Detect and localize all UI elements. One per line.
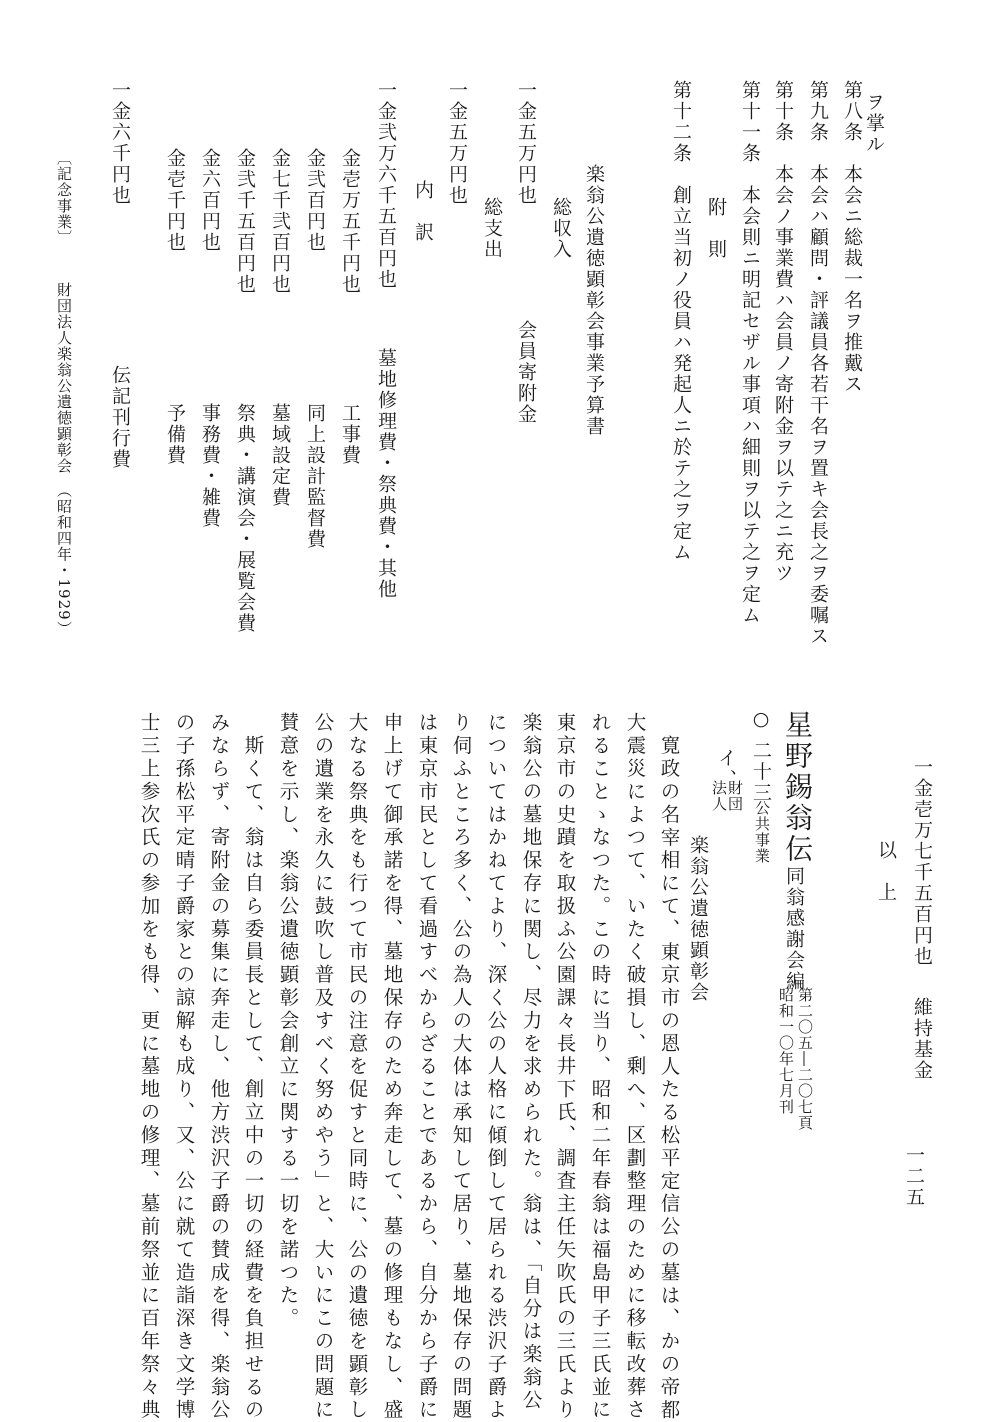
expense-amount: 一金五万円也 — [446, 80, 468, 206]
article-12: 第十二条 創立当初ノ役員ハ発起人ニ於テ之ヲ定ム — [670, 80, 692, 563]
prose-line: れることゝなつた。この時に当り、昭和二年春翁は福島甲子三氏並に — [588, 712, 612, 1422]
sub-item-marker: イ、 — [715, 748, 737, 790]
prose-line: り伺ふところ多く、公の為人の大体は承知して居り、墓地保存の問題 — [449, 712, 473, 1422]
budget-item-label: 墓地修理費・祭典費・其他 — [375, 348, 397, 600]
budget-item-amount: 一金六千円也 — [109, 80, 131, 206]
budget-item-amount: 一金弐万六千五百円也 — [375, 80, 397, 290]
prose-line: 公の遺業を永久に鼓吹し普及すべく努めやう」と、大いにこの問題に — [311, 712, 335, 1422]
foundation-tag-1: 財団 — [726, 780, 744, 812]
page-number: 一二五 — [903, 1145, 925, 1208]
text-column-wogakuru: ヲ掌ル — [863, 92, 885, 155]
budget-item-label: 工事費 — [339, 403, 361, 466]
prose-line: 楽翁公の墓地保存に関し、尽力を求められた。翁は、「自分は楽翁公 — [519, 712, 543, 1413]
income-amount: 一金五万円也 — [515, 80, 537, 206]
fund-label: 維持基金 — [911, 997, 933, 1081]
book-pages: 第二〇五―二〇七頁 — [796, 987, 814, 1131]
source-tag: 〔記念事業〕 — [55, 150, 73, 246]
prose-line: 斯くて、翁は自ら委員長として、創立中の一切の経費を負担せるの — [241, 712, 265, 1422]
budget-item-amount: 金壱万五千円也 — [339, 148, 361, 295]
book-editor: 同翁感謝会編 — [783, 866, 805, 992]
foundation-tag-2: 法人 — [710, 780, 728, 812]
prose-line: みならず、寄附金の募集に奔走し、他方渋沢子爵の賛成を得、楽翁公 — [207, 712, 231, 1422]
book-date: 昭和一〇年七月刊 — [777, 987, 795, 1115]
fusoku-heading: 附 則 — [705, 197, 727, 260]
prose-line: 東京市の史蹟を取扱ふ公園課々長井下氏、調査主任矢吹氏の三氏より — [553, 712, 577, 1422]
budget-item-label: 予備費 — [164, 403, 186, 466]
article-11: 第十一条 本会則ニ明記セザル事項ハ細則ヲ以テ之ヲ定ム — [739, 80, 761, 626]
budget-item-amount: 金弐千五百円也 — [234, 148, 256, 295]
book-title: 星野錫翁伝 — [781, 710, 814, 865]
prose-line: は東京市民として看過すべからざることであるから、自分から子爵に — [415, 712, 439, 1422]
budget-item-label: 同上設計監督費 — [304, 403, 326, 550]
sub-title: 楽翁公遺徳顕彰会 — [687, 835, 709, 1003]
section-number: ○ 二十三 — [750, 708, 772, 804]
budget-item-label: 祭典・講演会・展覧会費 — [234, 403, 256, 634]
prose-line: 申上げて御承諾を得、墓地保存のため奔走して、墓の修理もなし、盛 — [380, 712, 404, 1422]
article-9: 第九条 本会ハ顧問・評議員各若干名ヲ置キ会長之ヲ委嘱ス — [807, 80, 829, 647]
source-text: 財団法人楽翁公遺徳顕彰会 （昭和四年・1929） — [55, 282, 73, 637]
budget-item-amount: 金弐百円也 — [304, 148, 326, 253]
prose-line: 寛政の名宰相にて、東京市の恩人たる松平定信公の墓は、かの帝都 — [657, 735, 681, 1422]
breakdown-heading: 内 訳 — [412, 180, 434, 243]
fund-amount: 一金壱万七千五百円也 — [911, 757, 933, 967]
budget-item-amount: 金七千弐百円也 — [269, 148, 291, 295]
article-10: 第十条 本会ノ事業費ハ会員ノ寄附金ヲ以テ之ニ充ツ — [772, 80, 794, 584]
prose-line: の子孫松平定晴子爵家との諒解も成り、又、公に就て造詣深き文学博 — [172, 712, 196, 1422]
budget-item-amount: 金壱千円也 — [164, 148, 186, 253]
budget-item-label: 墓域設定費 — [269, 403, 291, 508]
income-label: 会員寄附金 — [515, 320, 537, 425]
budget-title: 楽翁公遺徳顕彰会事業予算書 — [583, 164, 605, 437]
budget-item-label: 事務費・雑費 — [199, 403, 221, 529]
expense-heading: 総支出 — [481, 197, 503, 260]
budget-item-amount: 金六百円也 — [199, 148, 221, 253]
income-heading: 総収入 — [550, 197, 572, 260]
article-8: 第八条 本会ニ総裁一名ヲ推戴ス — [841, 80, 863, 395]
prose-line: 士三上参次氏の参加をも得、更に墓地の修理、墓前祭並に百年祭々典 — [137, 712, 161, 1422]
prose-line: 大なる祭典をも行つて市民の注意を促すと同時に、公の遺徳を顕彰し — [345, 712, 369, 1422]
budget-item-label: 伝記刊行費 — [109, 365, 131, 470]
ijo-text: 以 上 — [875, 840, 897, 903]
prose-line: 賛意を示し、楽翁公遺徳顕彰会創立に関する一切を諾つた。 — [276, 712, 300, 1331]
section-title: 公共事業 — [753, 800, 771, 864]
prose-line: 大震災によつて、いたく破損し、剰へ、区劃整理のために移転改葬さ — [623, 712, 647, 1422]
prose-line: についてはかねてより、深く公の人格に傾倒して居られる渋沢子爵よ — [484, 712, 508, 1422]
